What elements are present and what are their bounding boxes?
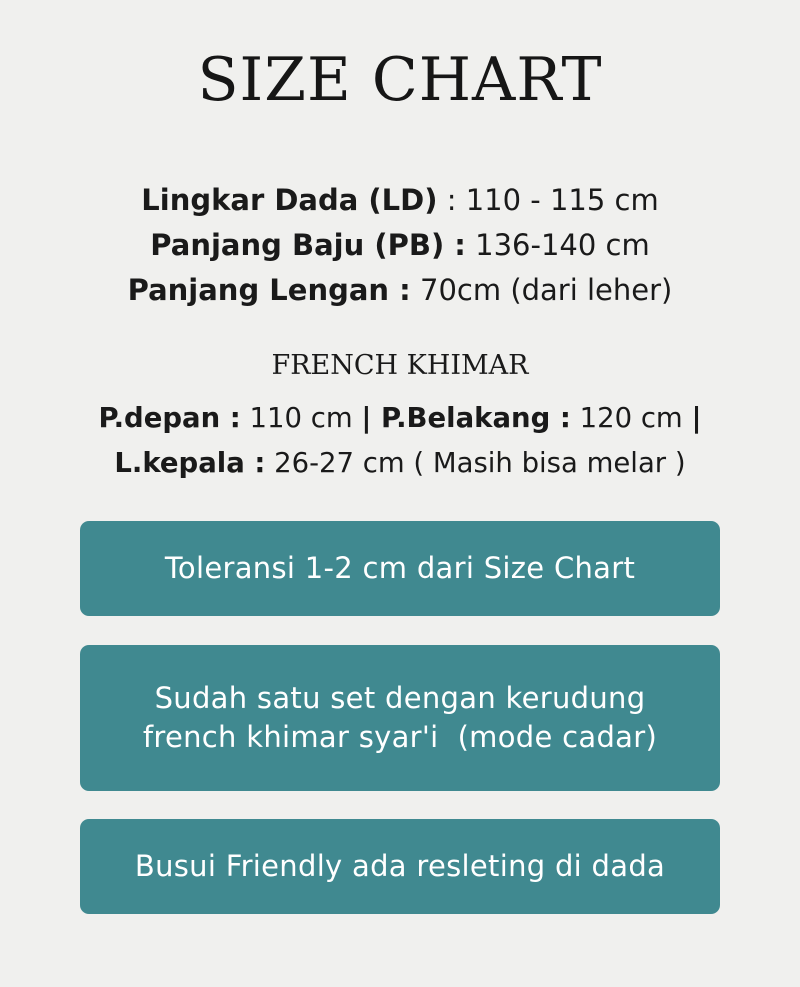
khimar-label-kepala: L.kepala : xyxy=(114,447,266,479)
khimar-line-1 xyxy=(0,396,800,441)
measurements-list xyxy=(0,178,800,313)
note-line: french khimar syar'i (mode cadar) xyxy=(142,720,658,754)
note-line: Sudah satu set dengan kerudung xyxy=(154,681,646,715)
note-box-busui-friendly xyxy=(80,819,720,914)
page-title: SIZE CHART xyxy=(197,45,603,115)
khimar-label-depan: P.depan : xyxy=(98,402,241,434)
khimar-label-belakang: | P.Belakang : xyxy=(361,402,571,434)
measurement-value: 70cm (dari leher) xyxy=(410,273,673,307)
note-box-set-kerudung xyxy=(80,645,720,791)
measurement-value: 136-140 cm xyxy=(465,228,650,262)
note-text xyxy=(135,847,665,886)
khimar-measurements xyxy=(0,396,800,486)
khimar-value-belakang: 120 cm xyxy=(570,402,692,434)
measurement-label: Panjang Baju (PB) : xyxy=(150,228,466,262)
note-text xyxy=(165,549,635,588)
khimar-title: FRENCH KHIMAR xyxy=(271,350,529,381)
khimar-line-2 xyxy=(0,441,800,486)
measurement-label: Lingkar Dada (LD) xyxy=(141,183,438,217)
khimar-value-depan: 110 cm xyxy=(240,402,362,434)
measurement-label: Panjang Lengan : xyxy=(127,273,411,307)
note-line: Busui Friendly ada resleting di dada xyxy=(134,849,666,883)
measurement-panjang-lengan xyxy=(0,268,800,313)
khimar-separator: | xyxy=(691,402,702,434)
measurement-panjang-baju xyxy=(0,223,800,268)
note-text xyxy=(143,679,657,757)
measurement-value: : 110 - 115 cm xyxy=(437,183,659,217)
note-box-toleransi xyxy=(80,521,720,616)
khimar-value-kepala: 26-27 cm ( Masih bisa melar ) xyxy=(265,447,686,479)
measurement-lingkar-dada xyxy=(0,178,800,223)
note-line: Toleransi 1-2 cm dari Size Chart xyxy=(164,551,636,585)
